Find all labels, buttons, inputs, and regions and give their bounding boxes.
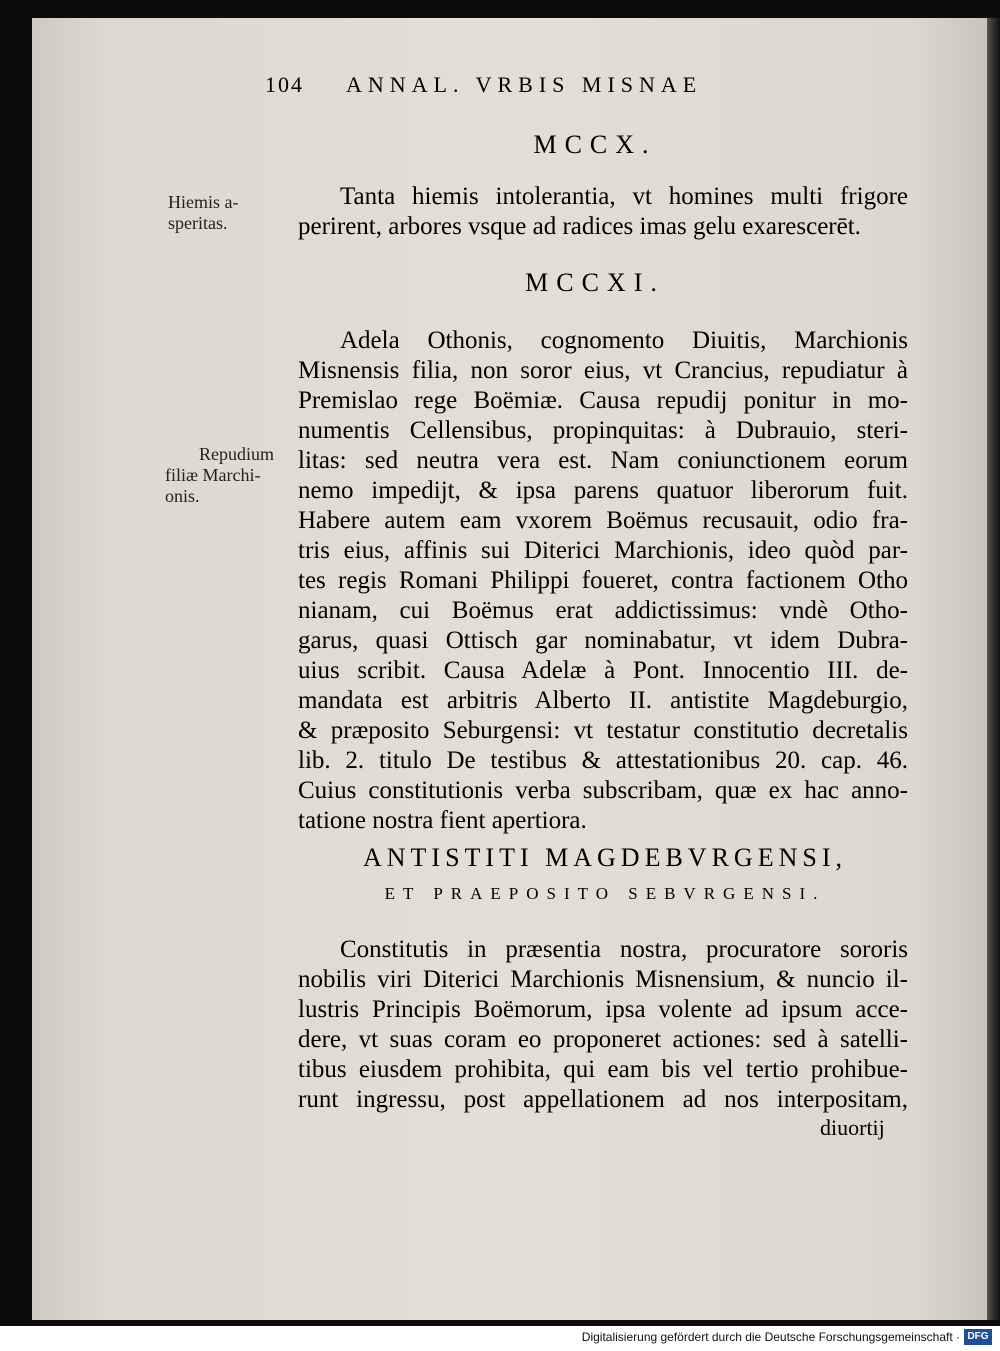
catchword: diuortij xyxy=(820,1115,885,1140)
text-line: tibus eiusdem prohibita, qui eam bis vel tertio prohibue- xyxy=(298,1056,908,1083)
letter-paragraph xyxy=(298,935,908,1115)
running-header xyxy=(265,72,845,98)
text-line: lustris Principis Boëmorum, ipsa volente ad ipsum acce- xyxy=(298,996,908,1023)
running-title: ANNAL. VRBIS MISNAE xyxy=(346,72,703,97)
page-number: 104 xyxy=(265,72,304,97)
text-line: Tanta hiemis intolerantia, vt homines multi frigore xyxy=(340,183,908,210)
text-line: lib. 2. titulo De testibus & attestationibus 20. cap. 46. xyxy=(298,747,908,774)
margin-note-line: Repudium xyxy=(199,444,274,464)
year-heading-mccx: MCCX. xyxy=(533,130,657,159)
text-line: nianam, cui Boëmus erat addictissimus: vndè Otho- xyxy=(298,597,908,624)
text-line: runt ingressu, post appellationem ad nos interpositam, xyxy=(298,1086,908,1113)
footer-bar xyxy=(0,1326,1000,1351)
text-line: tris eius, affinis sui Diterici Marchionis, ideo quòd par- xyxy=(298,537,908,564)
margin-note-line: onis. xyxy=(165,486,200,506)
text-line: Constitutis in præsentia nostra, procuratore sororis xyxy=(340,936,908,963)
text-line: nemo impedijt, & ipsa parens quatuor liberorum fuit. xyxy=(298,477,908,504)
text-line: garus, quasi Ottisch gar nominabatur, vt idem Dubra- xyxy=(298,627,908,654)
letter-title: ANTISTITI MAGDEBVRGENSI, xyxy=(363,843,847,872)
text-line: tatione nostra fient apertiora. xyxy=(298,807,587,834)
footer-credit: Digitalisierung gefördert durch die Deutsche Forschungsgemeinschaft · xyxy=(581,1330,960,1344)
text-line: Adela Othonis, cognomento Diuitis, Marchionis xyxy=(340,327,908,354)
paragraph-mccxi xyxy=(298,326,908,836)
page-edge-shadow xyxy=(987,18,1000,1320)
text-line: numentis Cellensibus, propinquitas: à Dubrauio, steri- xyxy=(298,417,908,444)
text-line: mandata est arbitris Alberto II. antistite Magdeburgio, xyxy=(298,687,908,714)
text-line: Habere autem eam vxorem Boëmus recusauit, odio fra- xyxy=(298,507,908,534)
text-line: litas: sed neutra vera est. Nam coniunctionem eorum xyxy=(298,447,908,474)
text-line: perirent, arbores vsque ad radices imas gelu exarescerēt. xyxy=(298,213,861,240)
text-line: Misnensis filia, non soror eius, vt Crancius, repudiatur à xyxy=(298,357,908,384)
letter-subtitle: ET PRAEPOSITO SEBVRGENSI. xyxy=(384,884,826,903)
dfg-logo-icon: DFG xyxy=(964,1329,992,1345)
text-line: nobilis viri Diterici Marchionis Misnensium, & nuncio il- xyxy=(298,966,908,993)
text-line: dere, vt suas coram eo proponeret actiones: sed à satelli- xyxy=(298,1026,908,1053)
text-line: uius scribit. Causa Adelæ à Pont. Innocentio III. de- xyxy=(298,657,908,684)
paragraph-mccx xyxy=(298,182,908,242)
text-line: tes regis Romani Philippi foueret, contra factionem Otho xyxy=(298,567,908,594)
text-line: & præposito Seburgensi: vt testatur constitutio decretalis xyxy=(298,717,908,744)
margin-note-line: Hiemis a- xyxy=(168,192,239,212)
text-line: Premislao rege Boëmiæ. Causa repudij ponitur in mo- xyxy=(298,387,908,414)
margin-note-line: speritas. xyxy=(168,213,228,233)
margin-note-hiemis xyxy=(168,192,238,234)
text-line: Cuius constitutionis verba subscribam, quæ ex hac anno- xyxy=(298,777,908,804)
margin-note-repudium xyxy=(165,444,274,507)
margin-note-line: filiæ Marchi- xyxy=(165,465,261,485)
year-heading-mccxi: MCCXI. xyxy=(525,268,665,297)
